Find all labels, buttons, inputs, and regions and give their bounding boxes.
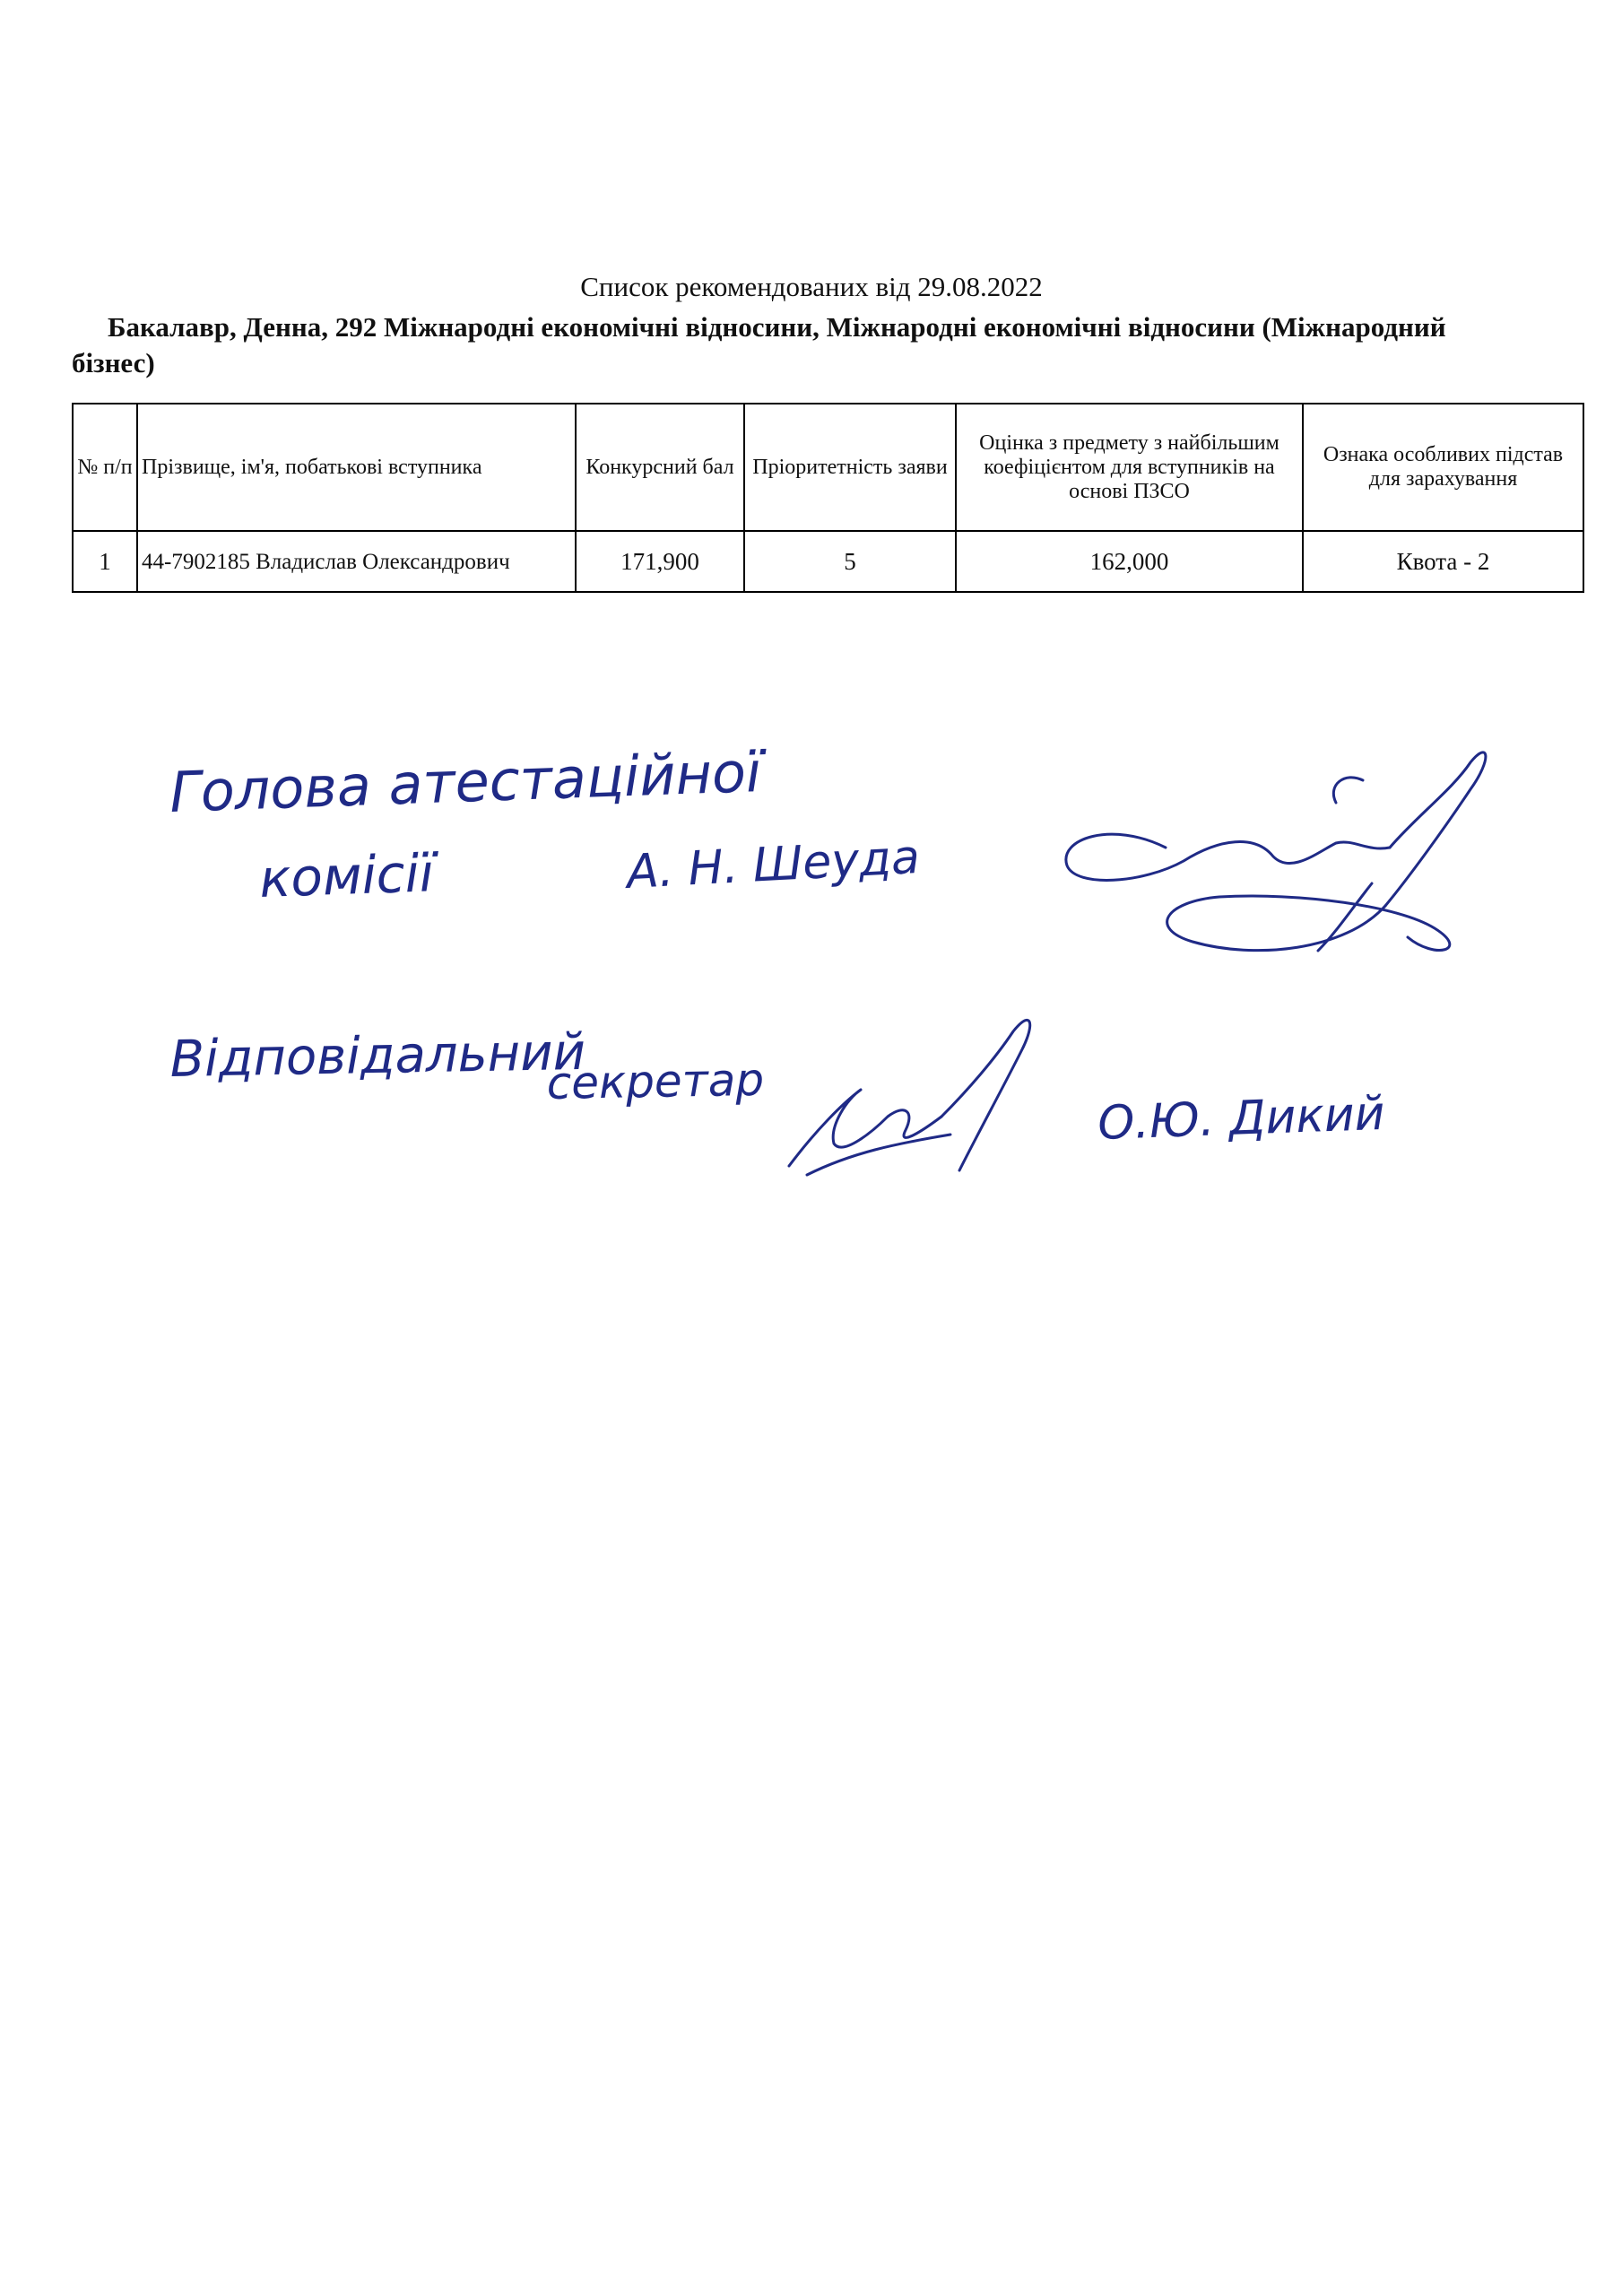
header-priority: Пріоритетність заяви — [744, 404, 956, 531]
cell-subject-score: 162,000 — [956, 531, 1303, 592]
secretary-name: О.Ю. Дикий — [1097, 1086, 1386, 1151]
cell-priority: 5 — [744, 531, 956, 592]
table-header-row — [73, 404, 1583, 531]
header-competitive-score: Конкурсний бал — [576, 404, 744, 531]
cell-number: 1 — [73, 531, 137, 592]
document-subtitle: Бакалавр, Денна, 292 Міжнародні економічні відносини, Міжнародні економічні відносини (Міжнародний бізнес) — [72, 311, 1446, 378]
table-row — [73, 531, 1583, 592]
header-special-grounds: Ознака особливих підстав для зарахування — [1303, 404, 1583, 531]
header-subject-score: Оцінка з предмету з найбільшим коефіцієнтом для вступників на основі ПЗСО — [956, 404, 1303, 531]
header-number: № п/п — [73, 404, 137, 531]
chair-title-line1: Голова атестаційної — [168, 738, 763, 825]
chair-signature — [1066, 752, 1486, 951]
secretary-word: секретар — [546, 1053, 765, 1109]
chair-name: А. Н. Шеуда — [625, 830, 922, 900]
secretary-signature — [789, 1020, 1030, 1175]
chair-title-line2: комісії — [258, 842, 435, 909]
recommended-list-table — [72, 403, 1584, 593]
cell-competitive-score: 171,900 — [576, 531, 744, 592]
document-title: Список рекомендованих від 29.08.2022 — [580, 271, 1043, 302]
cell-full-name: 44-7902185 Владислав Олександрович — [137, 531, 576, 592]
secretary-role: Відповідальний — [169, 1022, 586, 1089]
header-full-name: Прізвище, ім'я, побатькові вступника — [137, 404, 576, 531]
cell-special-grounds: Квота - 2 — [1303, 531, 1583, 592]
